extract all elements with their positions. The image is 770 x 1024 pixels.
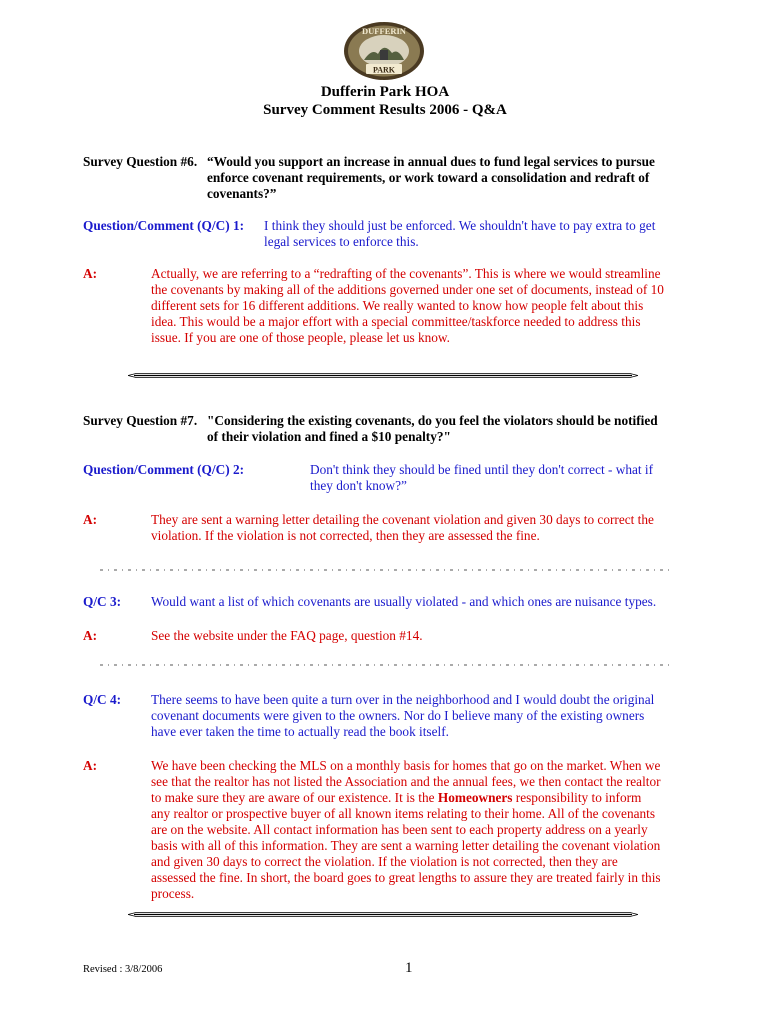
- q7-qc-line1: Don't think they should be fined until they don't correct - what if: [310, 462, 654, 477]
- qc3-text: Would want a list of which covenants are usually violated - and which ones are nuisance types.: [151, 594, 657, 609]
- q6-qc-line1: I think they should just be enforced. We shouldn't have to pay extra to get: [264, 218, 656, 233]
- q6-answer-line3: different sets for 16 different additions. We really wanted to know how people felt about this: [151, 298, 644, 313]
- qc4-answer-line2: see that the realtor has not listed the Association and the annual fees, we then contact the realtor: [151, 774, 661, 789]
- qc4-answer-line9: process.: [151, 886, 195, 901]
- q7-qc-label: Question/Comment (Q/C) 2:: [83, 462, 245, 477]
- qc4-answer-line3-pre: to make sure they are aware of our existence. It is the: [151, 790, 438, 805]
- qc4-answer-line6: basis with all of this information. They are sent a warning letter detailing the covenant violation: [151, 838, 661, 853]
- qc3-answer-label: A:: [83, 628, 98, 643]
- q7-answer-label: A:: [83, 512, 98, 527]
- dotted-separator: [100, 662, 670, 668]
- q6-label: Survey Question #6.: [83, 154, 198, 169]
- qc4-line2: covenant documents were given to the owners. Nor do I believe many of the existing owners: [151, 708, 645, 723]
- qc4-answer-line8: assessed the fine. In short, the board goes to great lengths to assure they are treated fairly in this: [151, 870, 661, 885]
- q7-answer-line1: They are sent a warning letter detailing the covenant violation and given 30 days to correct the: [151, 512, 654, 527]
- q6-answer-line5: issue. If you are one of those people, please let us know.: [151, 330, 450, 345]
- q6-answer-line1: Actually, we are referring to a “redrafting of the covenants”. This is where we would streamline: [151, 266, 661, 281]
- q6-line2: enforce covenant requirements, or work toward a consolidation and redraft of: [207, 170, 650, 185]
- qc3-label: Q/C 3:: [83, 594, 122, 609]
- logo-text-top: DUFFERIN: [362, 26, 406, 36]
- qc4-line1: There seems to have been quite a turn over in the neighborhood and I would doubt the original: [151, 692, 655, 707]
- qc4-answer-line1: We have been checking the MLS on a monthly basis for homes that go on the market. When we: [151, 758, 661, 773]
- qc4-answer-label: A:: [83, 758, 98, 773]
- qc4-label: Q/C 4:: [83, 692, 122, 707]
- q6-answer-line2: the covenants by making all of the additions governed under one set of documents, instead of 10: [151, 282, 664, 297]
- qc4-answer-line3: [151, 790, 641, 806]
- q7-line2: of their violation and fined a $10 penalty?": [207, 429, 451, 444]
- q7-label: Survey Question #7.: [83, 413, 198, 428]
- q6-line3: covenants?”: [207, 186, 277, 201]
- page-title: Dufferin Park HOA: [320, 84, 450, 100]
- q7-qc-line2: they don't know?”: [310, 478, 407, 493]
- q7-line1: "Considering the existing covenants, do you feel the violators should be notified: [207, 413, 658, 428]
- section-divider: [128, 912, 638, 917]
- dotted-separator: [100, 567, 670, 573]
- qc4-answer-line7: and given 30 days to correct the violation. If the violation is not corrected, then they are: [151, 854, 618, 869]
- revised-date: Revised : 3/8/2006: [83, 964, 163, 975]
- q6-answer-line4: idea. This would be a major effort with a special committee/taskforce needed to address this: [151, 314, 641, 329]
- qc4-line3: have ever taken the time to actually read the book itself.: [151, 724, 449, 739]
- homeowners-emphasis: Homeowners: [437, 790, 513, 805]
- dufferin-park-logo: [342, 20, 426, 82]
- page-number: 1: [405, 960, 413, 976]
- q7-answer-line2: violation. If the violation is not corrected, then they are assessed the fine.: [151, 528, 540, 543]
- page-subtitle: Survey Comment Results 2006 - Q&A: [263, 102, 507, 118]
- q6-answer-label: A:: [83, 266, 98, 281]
- qc4-answer-line5: are on the website. All contact information has been sent to each property address on a yearly: [151, 822, 648, 837]
- qc4-answer-line4: any realtor or prospective buyer of all known items relating to their home. All of the covenants: [151, 806, 656, 821]
- q6-qc-label: Question/Comment (Q/C) 1:: [83, 218, 245, 233]
- section-divider: [128, 373, 638, 378]
- qc3-answer-text: See the website under the FAQ page, question #14.: [151, 628, 423, 643]
- q6-qc-line2: legal services to enforce this.: [264, 234, 419, 249]
- qc4-answer-line3-post: responsibility to inform: [512, 790, 642, 805]
- logo-text-bottom: PARK: [372, 65, 396, 75]
- q6-line1: “Would you support an increase in annual dues to fund legal services to pursue: [207, 154, 655, 169]
